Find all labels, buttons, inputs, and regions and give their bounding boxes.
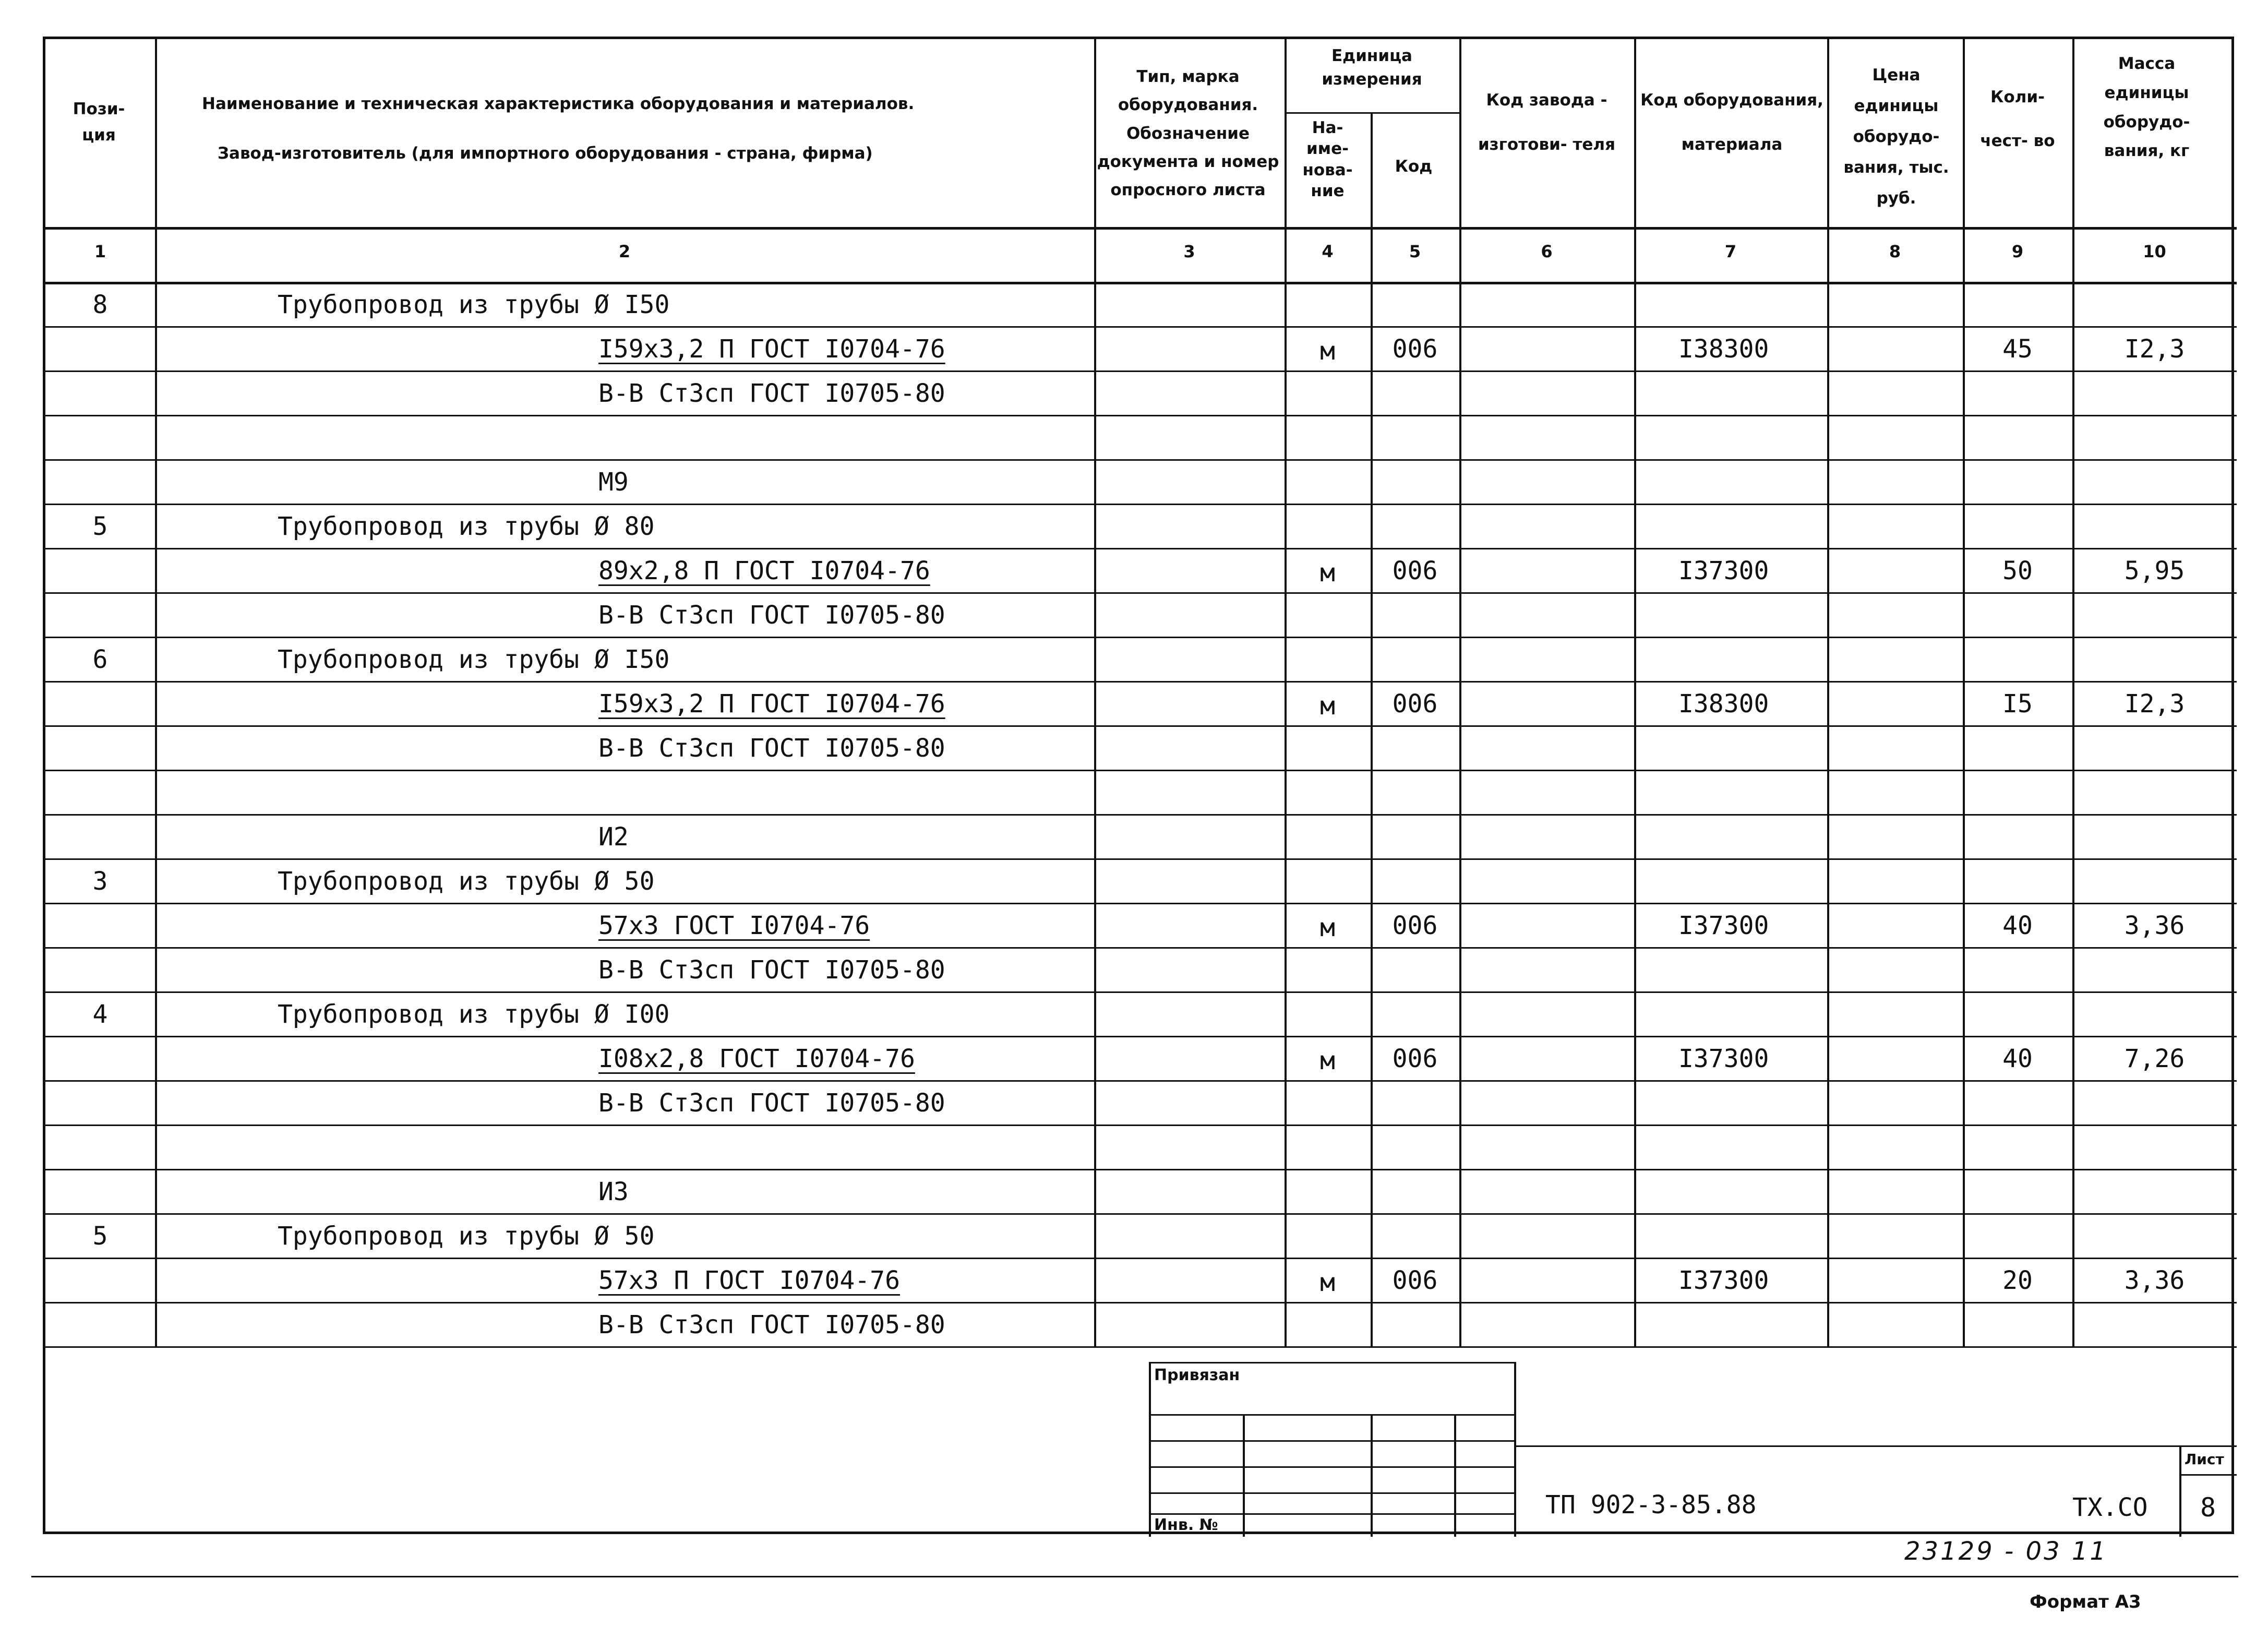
column-line [155,39,157,1346]
unit-code-cell: 006 [1392,1266,1438,1295]
item-spec-cell: I59x3,2 П ГОСТ I0704-76 [598,334,945,364]
column-number: 1 [94,242,106,261]
column-number: 8 [1889,242,1901,261]
stamp-block [1149,1362,2237,1537]
row-line [45,459,2237,461]
column-number-bottom-line [45,282,2237,284]
row-line [45,947,2237,949]
material-code-cell: I37300 [1678,556,1769,585]
row-line [45,592,2237,594]
row-line [45,1080,2237,1082]
header-name-line1: Наименование и техническая характеристика оборудования и материалов. [202,94,915,113]
drawing-sheet [43,37,2234,1534]
item-name-cell: Трубопровод из трубы Ø I50 [278,645,670,674]
row-line [45,903,2237,904]
column-line [1459,39,1461,1346]
mass-cell: 7,26 [2124,1044,2185,1073]
item-spec-cell: I59x3,2 П ГОСТ I0704-76 [598,689,945,719]
row-line [45,370,2237,372]
item-name-cell: Трубопровод из трубы Ø 50 [278,1222,655,1251]
mass-cell: 5,95 [2124,556,2185,585]
column-number: 2 [618,242,631,261]
unit-cell: м [1320,691,1335,721]
row-line [45,814,2237,816]
row-line [45,637,2237,638]
row-line [45,1346,2237,1348]
quantity-cell: 45 [2002,334,2033,364]
header-unit-code: Код [1395,157,1433,176]
header-name-line2: Завод-изготовитель (для импортного оборудования - страна, фирма) [218,144,873,163]
item-spec-cell: В-В Ст3сп ГОСТ I0705-80 [598,734,945,763]
header-factory-code: Код завода - изготови- теля [1478,91,1616,154]
material-code-cell: I38300 [1678,689,1769,719]
column-number: 4 [1322,242,1334,261]
row-line [45,1213,2237,1215]
quantity-cell: 40 [2002,911,2033,940]
column-number: 7 [1724,242,1737,261]
quantity-cell: 40 [2002,1044,2033,1073]
quantity-cell: 50 [2002,556,2033,585]
item-name-cell: Трубопровод из трубы Ø I50 [278,290,670,319]
column-line [1285,39,1287,1346]
row-line [45,504,2237,505]
position-cell: 8 [92,290,108,319]
mass-cell: I2,3 [2124,689,2185,719]
handwritten-number: 23129 - 03 11 [1904,1537,2108,1566]
format-label: Формат А3 [2030,1592,2141,1612]
column-number: 6 [1541,242,1553,261]
quantity-cell: I5 [2002,689,2033,719]
item-spec-cell: 57x3 П ГОСТ I0704-76 [598,1266,900,1295]
row-line [45,1036,2237,1037]
item-spec-cell: М9 [598,468,629,497]
item-spec-cell: В-В Ст3сп ГОСТ I0705-80 [598,601,945,630]
header-unit-group: Единица измерения [1322,46,1422,89]
unit-group-line [1285,112,1459,114]
item-spec-cell: И2 [598,822,629,852]
column-number: 3 [1183,242,1195,261]
unit-code-cell: 006 [1392,334,1438,364]
header-material-code: Код оборудования, материала [1640,91,1823,154]
column-line [1827,39,1829,1346]
material-code-cell: I37300 [1678,1044,1769,1073]
mass-cell: 3,36 [2124,911,2185,940]
item-name-cell: Трубопровод из трубы Ø I00 [278,1000,670,1029]
stamp-mark: ТХ.СО [2072,1493,2148,1522]
item-spec-cell: В-В Ст3сп ГОСТ I0705-80 [598,955,945,985]
position-cell: 5 [92,1222,108,1251]
position-cell: 4 [92,1000,108,1029]
position-cell: 6 [92,645,108,674]
row-line [45,415,2237,416]
header-price: Цена единицы оборудо- вания, тыс. руб. [1843,66,1949,208]
mass-cell: I2,3 [2124,334,2185,364]
unit-code-cell: 006 [1392,911,1438,940]
column-number: 5 [1409,242,1421,261]
stamp-attached-label: Привязан [1154,1366,1240,1384]
row-line [45,681,2237,683]
position-cell: 3 [92,867,108,896]
column-number: 9 [2011,242,2024,261]
material-code-cell: I37300 [1678,911,1769,940]
row-line [45,1169,2237,1170]
header-bottom-line [45,227,2237,230]
stamp-sheet-label: Лист [2185,1451,2224,1468]
quantity-cell: 20 [2002,1266,2033,1295]
header-mass: Масса единицы оборудо- вания, кг [2103,54,2190,161]
item-spec-cell: И3 [598,1177,629,1206]
row-line [45,548,2237,549]
material-code-cell: I37300 [1678,1266,1769,1295]
bottom-rule [31,1576,2238,1577]
unit-cell: м [1320,1046,1335,1075]
item-spec-cell: В-В Ст3сп ГОСТ I0705-80 [598,379,945,408]
header-quantity: Коли- чест- во [1980,88,2055,150]
position-cell: 5 [92,512,108,541]
row-line [45,326,2237,328]
unit-code-cell: 006 [1392,1044,1438,1073]
unit-code-cell: 006 [1392,689,1438,719]
unit-cell: м [1320,913,1335,942]
header-unit-name: На- име- нова- ние [1302,118,1353,200]
column-number: 10 [2143,242,2166,261]
row-line [45,725,2237,727]
unit-code-cell: 006 [1392,556,1438,585]
header-type: Тип, марка оборудования. Обозначение документа и номер опросного листа [1097,67,1279,199]
row-line [45,991,2237,993]
unit-cell: м [1320,337,1335,366]
row-line [45,1302,2237,1303]
row-line [45,858,2237,860]
item-name-cell: Трубопровод из трубы Ø 50 [278,867,655,896]
row-line [45,1124,2237,1126]
item-spec-cell: 89x2,8 П ГОСТ I0704-76 [598,556,930,585]
row-line [45,1258,2237,1259]
item-spec-cell: В-В Ст3сп ГОСТ I0705-80 [598,1310,945,1339]
item-spec-cell: I08x2,8 ГОСТ I0704-76 [598,1044,915,1073]
mass-cell: 3,36 [2124,1266,2185,1295]
material-code-cell: I38300 [1678,334,1769,364]
column-line [1634,39,1636,1346]
item-name-cell: Трубопровод из трубы Ø 80 [278,512,655,541]
stamp-doc-code: ТП 902-3-85.88 [1545,1490,1757,1520]
stamp-inv-label: Инв. № [1154,1516,1218,1534]
unit-cell: м [1320,558,1335,588]
item-spec-cell: В-В Ст3сп ГОСТ I0705-80 [598,1088,945,1118]
column-line [1094,39,1096,1346]
column-line [1371,112,1373,1346]
item-spec-cell: 57x3 ГОСТ I0704-76 [598,911,870,940]
header-position: Пози- ция [73,100,125,145]
stamp-sheet-number: 8 [2200,1492,2216,1523]
row-line [45,770,2237,771]
unit-cell: м [1320,1268,1335,1297]
